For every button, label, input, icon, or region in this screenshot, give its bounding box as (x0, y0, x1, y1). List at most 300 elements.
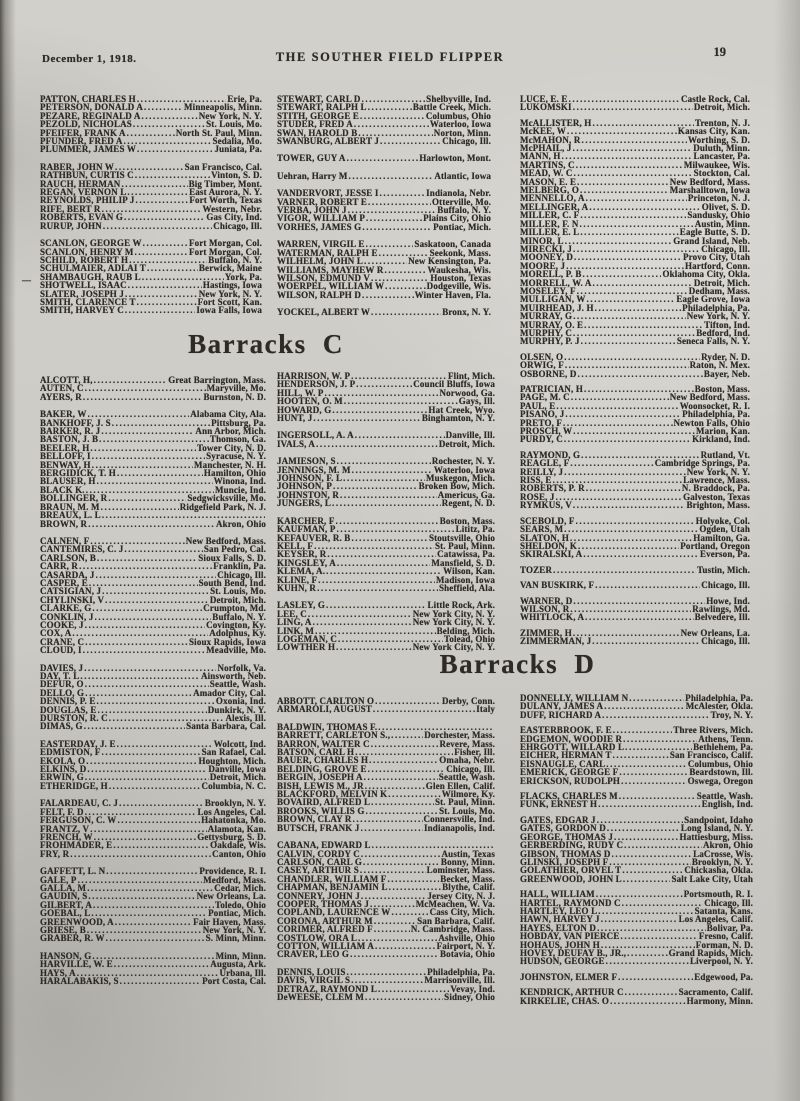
entry-location: Worthing, S. D. (687, 134, 750, 145)
entry-name: SLATON, H (520, 532, 570, 543)
entry-location: Chicago, Ill. (704, 897, 753, 908)
entry-location: Seattle, Wash. (438, 772, 495, 783)
entry-location: San Francisco, Cal. (184, 161, 262, 172)
entry-location: Berwick, Maine (198, 263, 262, 274)
roster-entry (277, 154, 491, 162)
entry-name: KLINE, F (277, 574, 318, 585)
entry-name: MIRECKI, J (520, 243, 573, 254)
entry-location: Portland, Oregon (680, 540, 750, 551)
entry-name: EICHER, HERMAN T (520, 750, 612, 761)
entry-name: MARTINS, C (520, 159, 575, 170)
entry-location: Grand Island, Neb. (673, 235, 750, 246)
entry-name: BOVAIRD, ALFRED L (277, 797, 371, 808)
entry-location: Canton, Ohio (212, 848, 266, 859)
entry-location: N. Cambridge, Mass. (410, 924, 495, 935)
entry-location: Dodgeville, Wis. (426, 281, 491, 292)
entry-location: Akron, Ohio (703, 840, 753, 851)
dot-leader (83, 393, 203, 401)
entry-name: BAUER, CHARLES H (277, 755, 369, 766)
entry-name: JOHNSON, F. L (277, 473, 343, 484)
dot-leader (346, 968, 426, 976)
entry-name: KINGSLEY, A (277, 557, 336, 568)
entry-name: WILLIAMS, MAYHEW R (277, 264, 384, 275)
dot-leader (124, 137, 212, 145)
entry-location: Philadelphia, Pa. (427, 966, 495, 977)
entry-name: COX, A (40, 628, 72, 639)
entry-location: Seekonk, Mass. (429, 247, 491, 258)
entry-name: HAYES, ELTON D (520, 922, 597, 933)
entry-location: Winona, Ind. (213, 476, 266, 487)
roster-group (277, 372, 495, 422)
roster-column-barracks-d-right (520, 694, 753, 1005)
entry-name: GAFFETT, L. N (40, 866, 106, 877)
entry-location: St. Louis, Mo. (206, 119, 262, 130)
entry-location: Oklahoma City, Okla. (662, 269, 750, 280)
dot-leader (124, 545, 202, 553)
dot-leader (371, 740, 439, 748)
entry-location: New Kensington, Pa. (408, 256, 491, 267)
entry-location: Sheffield, Ala. (438, 582, 495, 593)
entry-name: DUFF, RICHARD A (520, 709, 602, 720)
entry-location: East Aurora, N. Y. (189, 187, 262, 198)
entry-name: SHAMBAUGH, RAUB L (40, 271, 141, 282)
dot-leader (85, 638, 188, 646)
entry-location: Waterloo, Iowa (429, 119, 491, 130)
entry-location: New York, N. Y. (198, 288, 262, 299)
entry-name: CATSIGIAN, J (40, 586, 102, 597)
entry-location: Chicago, Ill. (446, 763, 495, 774)
entry-name: CASPER, E (40, 577, 88, 588)
entry-name: SCHULMAIER, ADLAI T (40, 263, 146, 274)
dot-leader (564, 353, 700, 361)
entry-location: Wolcott, Ind. (213, 738, 266, 749)
entry-location: Lancaster, Pa. (693, 151, 750, 162)
entry-location: Cass City, Mich. (429, 907, 495, 918)
entry-name: MURPHY, P. J (520, 336, 580, 347)
entry-location: Liverpool, N. Y. (690, 956, 753, 967)
entry-location: Lititz, Pa. (455, 524, 495, 535)
entry-name: MOONEY, D (520, 252, 574, 263)
dot-leader (84, 664, 216, 672)
entry-name: SCEBOLD, F (520, 515, 575, 526)
entry-name: LOWTHER H (277, 642, 336, 653)
dot-leader (332, 406, 427, 414)
dot-leader (354, 120, 429, 128)
entry-name: PRETO, F (520, 417, 563, 428)
dot-leader (380, 137, 441, 145)
dot-leader (610, 997, 686, 1005)
dot-leader (573, 597, 705, 605)
entry-location: Castle Rock, Cal. (680, 94, 750, 104)
dot-leader (128, 281, 202, 289)
entry-name: EISNAUGLE, CARL (520, 758, 606, 769)
entry-location: Hamilton, Ga. (693, 532, 750, 543)
entry-location: Atlantic, Iowa (434, 170, 491, 181)
dot-leader (369, 756, 438, 764)
entry-location: Rutland, Vt. (700, 449, 750, 460)
entry-location: Boston, Mass. (694, 384, 750, 394)
entry-name: DOUGLAS, E (40, 704, 97, 715)
roster-group (277, 172, 491, 180)
entry-location: Franklin, Pa. (213, 561, 266, 572)
entry-name: JOHNSTON, ELMER F (520, 971, 618, 982)
entry-name: MUIRHEAD, J. H (520, 302, 594, 313)
entry-name: PETERSON, DONALD A (40, 102, 143, 113)
entry-name: GAUDIN, S (40, 891, 88, 902)
entry-location: Fort Morgan, Col. (188, 246, 262, 257)
entry-name: LOGEMAN, C (277, 633, 337, 644)
entry-name: MURRAY, G (520, 311, 573, 322)
entry-name: WHITLOCK, A (520, 612, 585, 623)
roster-entry (520, 501, 750, 509)
entry-name: GOEBAL, L (40, 908, 91, 919)
entry-location: Chicago, Ill. (701, 636, 750, 647)
entry-name: EMERICK, GEORGE F (520, 767, 619, 778)
entry-location: Revere, Mass. (439, 738, 495, 749)
entry-location: Tifton, Ind. (704, 319, 750, 330)
entry-location: Toledo, Ohio (215, 899, 266, 910)
entry-location: Pittsburg, Pa. (211, 417, 266, 428)
entry-name: CABANA, EDWARD L (277, 840, 371, 851)
dot-leader (366, 214, 422, 222)
entry-name: PURDY, C (520, 434, 563, 445)
entry-location: Howe, Ind. (706, 595, 750, 606)
entry-location: Hamilton, Ohio (203, 468, 266, 479)
entry-name: McALLISTER, H (520, 117, 592, 128)
roster-column-barracks-c-middle (277, 372, 495, 652)
dot-leader (85, 384, 206, 392)
entry-location: Catawissa, Pa. (437, 549, 495, 560)
dot-leader (614, 833, 679, 841)
entry-location: Woonsocket, R. I. (679, 400, 750, 411)
dot-leader (379, 189, 425, 197)
entry-location: Western, Nebr. (202, 203, 262, 214)
dot-leader (570, 605, 691, 613)
dot-leader (586, 484, 681, 492)
entry-name: JENNINGS, M. M (277, 464, 351, 475)
entry-location: Vevay, Ind. (450, 983, 495, 994)
dot-leader (573, 103, 693, 111)
roster-entry (520, 613, 750, 621)
entry-name: FUNK, ERNEST H (520, 799, 598, 810)
entry-location: Medford, Mass. (203, 874, 266, 885)
dot-leader (86, 757, 197, 765)
roster-group (277, 431, 495, 448)
dot-leader (581, 136, 687, 144)
entry-name: RISS, E (520, 475, 552, 486)
dot-leader (565, 410, 681, 418)
entry-name: TOZER (520, 564, 553, 575)
entry-name: COOPER, THOMAS J (277, 898, 369, 909)
roster-entry (277, 414, 495, 422)
entry-name: CORONA, ARTHUR M (277, 915, 373, 926)
entry-name: CONNERY, JOHN J (277, 890, 360, 901)
entry-name: CALVIN, CORDY C (277, 848, 360, 859)
entry-location: Crumpton, Md. (203, 603, 266, 614)
dot-leader (101, 503, 179, 511)
dot-leader (373, 705, 475, 713)
entry-name: HOBDAY, VAN PIERCE (520, 931, 620, 942)
entry-name: COPLAND, LAURENCE W (277, 907, 391, 918)
dot-leader (102, 587, 209, 595)
entry-location: Sedalia, Mo. (212, 136, 262, 147)
dot-leader (564, 525, 698, 533)
dot-leader (105, 596, 209, 604)
roster-entry (520, 637, 750, 645)
entry-location: Otterville, Mo. (432, 196, 491, 207)
entry-name: FRENCH, W (40, 831, 93, 842)
entry-name: GERBERDING, RUDY C (520, 840, 624, 851)
roster-group (520, 694, 753, 719)
page-date: December 1, 1918. (42, 53, 137, 65)
dot-leader (127, 188, 188, 196)
entry-location: Saskatoon, Canada (414, 239, 491, 250)
entry-location: Eagle Butte, S. D. (679, 227, 750, 238)
entry-location: Port Costa, Cal. (202, 976, 266, 986)
entry-name: FRANTZ, V (40, 823, 90, 834)
entry-location: Rawlings, Md. (692, 603, 750, 614)
roster-group (40, 163, 262, 230)
dot-leader (356, 380, 412, 388)
roster-entry (40, 145, 262, 153)
entry-name: BALDWIN, THOMAS F. (277, 721, 378, 732)
entry-name: ROBERTS, P. R (520, 483, 585, 494)
dot-leader (585, 613, 694, 621)
entry-location: Los Angeles, Cal. (197, 806, 266, 817)
roster-group (520, 629, 750, 646)
entry-name: BEELER, H (40, 442, 90, 453)
entry-location: Akron, Ohio (216, 518, 266, 529)
roster-entry (520, 711, 753, 719)
entry-location: Tolead, Ohio (444, 633, 495, 644)
entry-name: MEAD, W. C (520, 168, 573, 179)
entry-name: SLATER, JOSEPH J (40, 288, 125, 299)
entry-location: Brooklyn, N. Y. (204, 798, 266, 809)
entry-location: Columbus, Ohio (687, 758, 753, 769)
entry-location: Sioux Rapids, Iowa (189, 636, 266, 647)
dot-leader (135, 196, 188, 204)
dot-leader (368, 103, 412, 111)
entry-location: Fair Haven, Mass. (193, 916, 266, 927)
roster-group (520, 792, 753, 809)
dot-leader (90, 825, 207, 833)
entry-location: Burnston, N. D. (203, 391, 266, 402)
entry-name: BROOKS, WILLIS G (277, 805, 365, 816)
entry-location: Fort Morgan, Col. (188, 238, 262, 249)
roster-group (40, 537, 266, 655)
entry-location: Council Bluffs, Iowa (413, 379, 495, 390)
entry-name: SEARS, M (520, 524, 564, 535)
dot-leader (586, 194, 687, 202)
dot-leader (362, 223, 432, 231)
entry-location: Dedham, Mass. (688, 285, 750, 296)
entry-name: JUNGERS, L (277, 498, 332, 509)
entry-name: SKIRALSKI, A (520, 549, 583, 560)
entry-name: HARTEL, RAYMOND C (520, 897, 621, 908)
entry-location: York, Pa. (224, 271, 262, 282)
dot-leader (607, 824, 680, 832)
dot-leader (595, 304, 682, 312)
roster-entry (277, 993, 495, 1001)
dot-leader (623, 875, 671, 883)
entry-name: CORIMER, ALFRED F (277, 924, 373, 935)
dot-leader (340, 491, 437, 499)
entry-location: Alamota, Kan. (207, 823, 266, 834)
dot-leader (371, 798, 434, 806)
entry-name: HAWN, HARVEY J (520, 914, 600, 925)
entry-name: KENDRICK, ARTHUR C (520, 987, 624, 998)
entry-name: AUTEN, C (40, 383, 84, 394)
dot-leader (336, 517, 439, 525)
entry-location: Shelbyville, Ind. (426, 94, 491, 104)
entry-name: SMITH, HARVEY C (40, 305, 124, 316)
dot-leader (573, 312, 686, 320)
dot-leader (102, 748, 201, 756)
entry-name: BARRETT, CARLETON S., (277, 730, 391, 741)
entry-name: FALARDEAU, C. J (40, 798, 119, 809)
dot-leader (564, 435, 691, 443)
entry-name: CRAVER, LEO G (277, 949, 350, 960)
entry-location: Buffalo, N. Y. (212, 611, 266, 622)
entry-location: Buffalo, N. Y. (437, 205, 491, 216)
entry-location: Marshalltown, Iowa (669, 185, 750, 196)
entry-location: Dorchester, Mass. (424, 730, 495, 741)
entry-name: BLACK K. (40, 484, 85, 495)
entry-location: Ogden, Utah (699, 524, 750, 535)
dot-leader (556, 493, 683, 501)
entry-location: Santa Barbara, Cal. (186, 721, 266, 732)
entry-location: Athens, Tenn. (698, 733, 753, 744)
dot-leader (115, 918, 192, 926)
roster-group (520, 119, 750, 346)
entry-location: New York, N. Y. (202, 924, 266, 935)
entry-name: HAYS, A (40, 967, 76, 978)
entry-name: HILL, W. P (277, 387, 324, 398)
entry-name: KEFAUVER, R. B (277, 532, 351, 543)
entry-name: BERGIN, JOSEPH A (277, 772, 363, 783)
dot-leader (93, 901, 214, 909)
roster-group (520, 95, 750, 112)
dot-leader (565, 361, 689, 369)
entry-location: Sedgwicksville, Mo. (187, 493, 266, 504)
entry-name: RURUP, JOHN (40, 220, 102, 231)
entry-name: FELT, F. D (40, 806, 84, 817)
dot-leader (365, 993, 443, 1001)
entry-name: SWAN, HAROLD B (277, 127, 358, 138)
entry-name: GATES, EDGAR J (520, 814, 596, 825)
entry-location: Raton, N. Mex. (689, 360, 750, 371)
entry-name: ORWIG, F (520, 360, 564, 371)
dot-leader (78, 876, 203, 884)
dot-leader (353, 815, 423, 823)
dot-leader (565, 237, 673, 245)
entry-name: WILSON, R (520, 603, 570, 614)
dot-leader (332, 499, 441, 507)
entry-name: HARRISON, W. P (277, 371, 351, 381)
entry-location: Detroit, Mich. (693, 277, 750, 288)
entry-name: STEWART, CARL D (277, 94, 361, 104)
entry-location: Waterloo, Iowa (433, 464, 495, 475)
entry-location: Gettysburg, S. D. (197, 831, 266, 842)
entry-location: Muskegon, Mich. (425, 473, 495, 484)
entry-location: Amador City, Cal. (193, 687, 266, 698)
entry-name: DENNIS, LOUIS (277, 966, 346, 977)
dot-leader (85, 689, 192, 697)
entry-name: MENNELLO, A (520, 193, 585, 204)
roster-group (40, 867, 266, 943)
dot-leader (583, 550, 699, 558)
entry-name: BROWN, R (40, 518, 88, 529)
roster-entry (40, 393, 266, 401)
entry-name: PATTON, CHARLES H (40, 94, 136, 104)
entry-location: New York City, N. Y. (412, 642, 495, 653)
dot-leader (120, 977, 201, 985)
dot-leader (629, 694, 684, 702)
entry-location: St. Paul, Minn. (434, 797, 495, 808)
entry-location: Vinton, S. D. (211, 170, 262, 181)
entry-name: DURSTON, R. C (40, 713, 108, 724)
roster-entry (277, 584, 495, 592)
entry-name: PFEIFER, FRANK A (40, 127, 126, 138)
dot-leader (87, 884, 213, 892)
entry-location: Lominster, Mass. (426, 865, 495, 876)
entry-location: New York City, N. Y. (412, 608, 495, 619)
dot-leader (317, 584, 438, 592)
roster-entry (520, 973, 753, 981)
entry-name: STUDER, FRED A (277, 119, 353, 130)
entry-location: Seattle, Wash. (209, 679, 266, 690)
entry-name: DULANY, JAMES A (520, 701, 604, 712)
entry-location: Harlowton, Mont. (419, 153, 491, 164)
entry-name: MELLINGER, A (520, 201, 589, 212)
entry-name: SCANLON, HENRY M (40, 246, 134, 257)
entry-name: BROWN, CLAY R (277, 814, 352, 825)
roster-group (277, 457, 495, 507)
entry-name: DIMAS, G (40, 721, 83, 732)
dot-leader (602, 711, 709, 719)
dot-leader (576, 517, 695, 525)
entry-name: FERGUSON, C. W (40, 815, 117, 826)
entry-location: Hahatonka, Mo. (201, 815, 266, 826)
roster-group (40, 952, 266, 986)
entry-name: BISH, LEWIS M., JR (277, 780, 364, 791)
entry-location: Seneca Falls, N. Y. (676, 336, 750, 347)
entry-name: MILLER, C. F (520, 210, 580, 221)
entry-location: Long Island, N. Y. (680, 823, 753, 834)
entry-name: HOWARD, G (277, 404, 332, 415)
entry-location: Rochester, N. Y. (431, 456, 495, 467)
entry-name: REYNOLDS, PHILIP J (40, 195, 135, 206)
entry-location: Oxonia, Ind. (215, 696, 266, 707)
entry-location: Pontiac, Mich. (433, 221, 491, 232)
entry-location: Edgewood, Pa. (694, 971, 753, 982)
entry-location: Alabama City, Ala. (190, 409, 266, 420)
entry-location: Norfolk, Va. (217, 662, 266, 673)
entry-name: FROHMADER, E (40, 840, 113, 851)
entry-name: MOORE, J (520, 260, 566, 271)
entry-name: IVALS, A (277, 438, 316, 449)
entry-name: ETHERIDGE, H (40, 780, 108, 791)
dot-leader (595, 581, 700, 589)
dot-leader (368, 765, 446, 773)
dot-leader (597, 816, 683, 824)
dot-leader (87, 765, 207, 773)
entry-name: PFUNDER, FRED A (40, 136, 123, 147)
entry-location: Chickasha, Okla. (684, 865, 753, 876)
entry-location: Glen Ellen, Calif. (425, 780, 495, 791)
dot-leader (89, 579, 198, 587)
roster-group (520, 451, 750, 510)
